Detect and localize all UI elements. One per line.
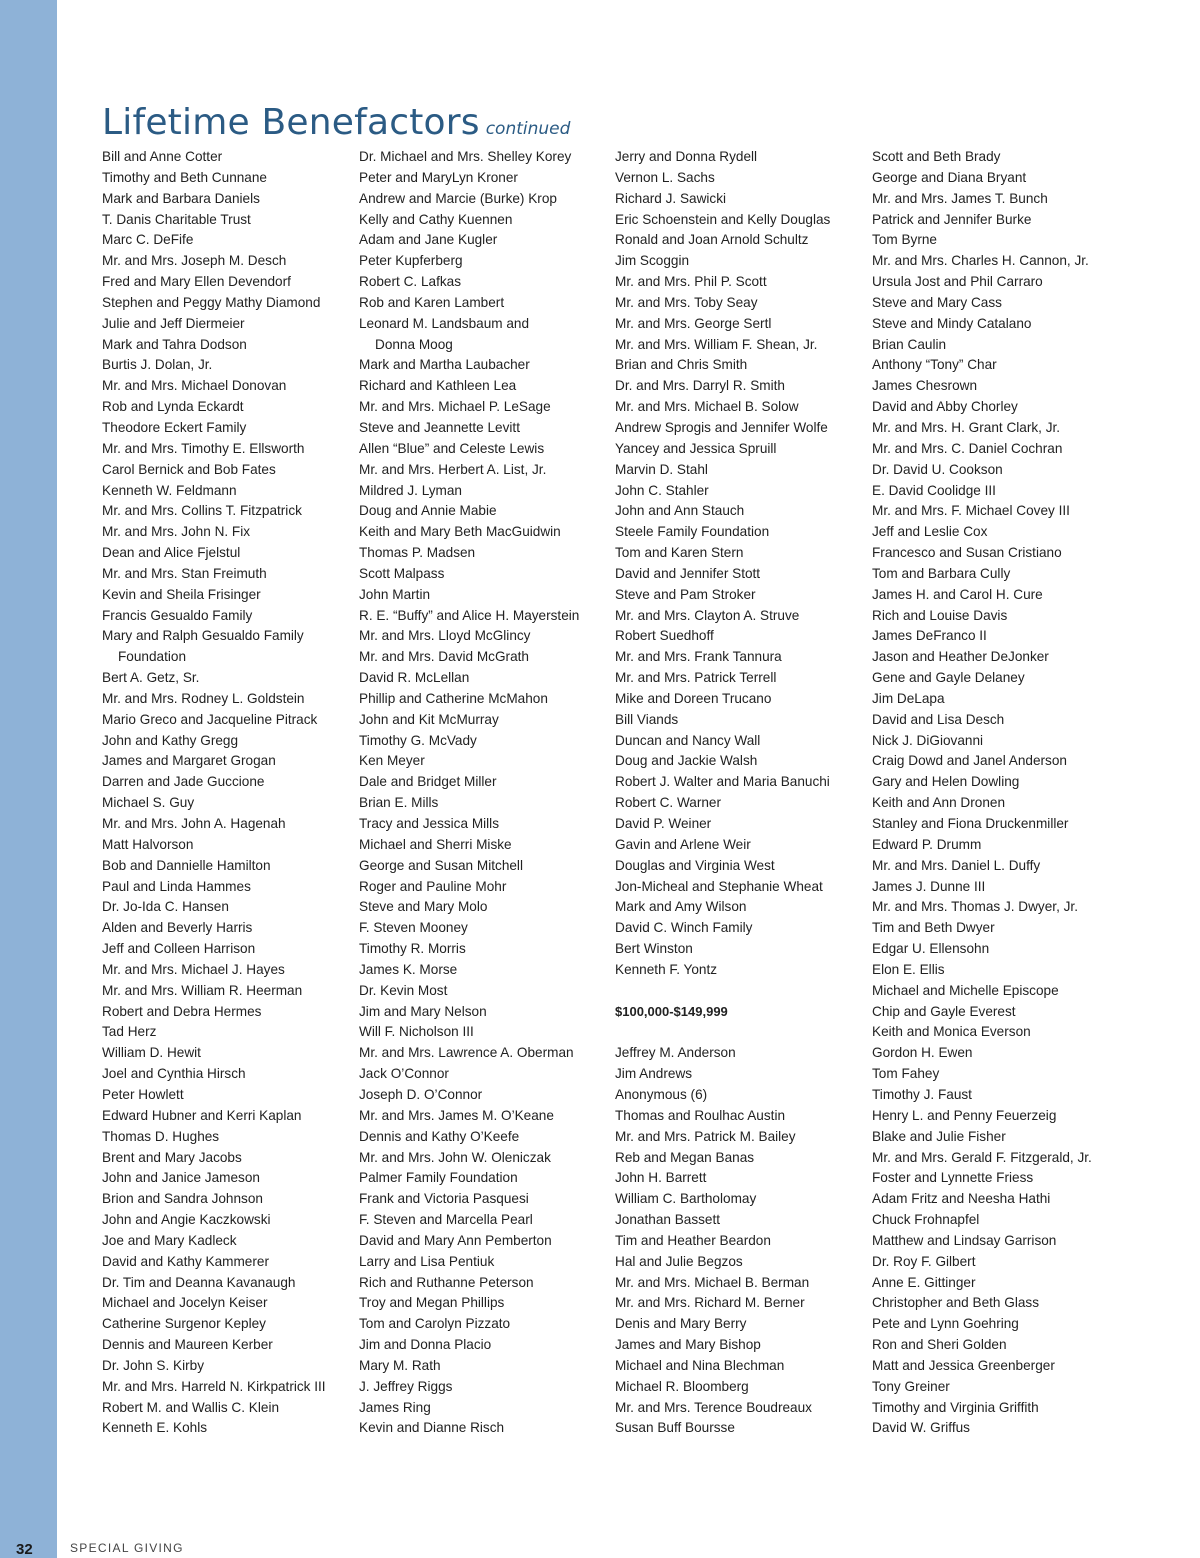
donor-name: James and Mary Bishop [615,1337,761,1353]
donor-name: Keith and Monica Everson [872,1024,1031,1040]
donor-name: John and Angie Kaczkowski [102,1212,271,1228]
donor-name: Timothy J. Faust [872,1086,972,1102]
donor-name: Allen “Blue” and Celeste Lewis [359,440,545,456]
donor-name: Anne E. Gittinger [872,1274,976,1290]
donor-name: Mr. and Mrs. David McGrath [359,649,529,665]
donor-name: Susan Buff Boursse [615,1420,735,1436]
donor-name: Hal and Julie Begzos [615,1253,743,1269]
donor-name: Denis and Mary Berry [615,1316,747,1332]
donor-name: Craig Dowd and Janel Anderson [872,753,1067,769]
donor-name: Joel and Cynthia Hirsch [102,1066,246,1082]
donor-name: Steele Family Foundation [615,524,770,540]
donor-name: Mr. and Mrs. Clayton A. Struve [615,607,800,623]
donor-name: Ron and Sheri Golden [872,1337,1007,1353]
donor-name: James DeFranco II [872,628,987,644]
donor-name: Chuck Frohnapfel [872,1212,980,1228]
donor-name: Peter Kupferberg [359,253,463,269]
donor-name: David W. Griffus [872,1420,970,1436]
donor-name: Dr. and Mrs. Darryl R. Smith [615,378,785,394]
donor-name: E. David Coolidge III [872,482,996,498]
donor-name: Mr. and Mrs. John A. Hagenah [102,816,286,831]
donor-name: Edward P. Drumm [872,836,982,852]
donor-name: Mildred J. Lyman [359,482,462,498]
donor-name: Tim and Beth Dwyer [872,920,995,936]
donor-name: Dr. Tim and Deanna Kavanaugh [102,1274,296,1290]
donor-name: Thomas P. Madsen [359,545,476,561]
donor-name: Bob and Dannielle Hamilton [102,857,271,873]
donor-name: Robert C. Lafkas [359,274,461,290]
donor-name: Dr. David U. Cookson [872,461,1003,477]
donor-name: Mr. and Mrs. Phil P. Scott [615,274,767,290]
donor-name: Mr. and Mrs. James M. O’Keane [359,1107,554,1123]
donor-name: Mark and Martha Laubacher [359,357,530,373]
page-title [102,102,570,143]
donor-name: Robert and Debra Hermes [102,1003,262,1019]
donor-name: Steve and Jeannette Levitt [359,419,520,435]
donor-name: Stephen and Peggy Mathy Diamond [102,294,321,310]
spacer [615,981,865,1002]
donor-name: Jim and Mary Nelson [359,1003,487,1019]
donor-name: Larry and Lisa Pentiuk [359,1253,495,1269]
donor-name: Duncan and Nancy Wall [615,732,761,748]
donor-name: Scott and Beth Brady [872,149,1001,164]
donor-name: Kevin and Dianne Risch [359,1420,505,1436]
donor-name: Robert J. Walter and Maria Banuchi [615,774,830,790]
donor-name: Mr. and Mrs. Michael B. Solow [615,399,799,415]
donor-name: Tad Herz [102,1024,157,1040]
donor-name: Mr. and Mrs. Terence Boudreaux [615,1399,812,1415]
donor-name: David C. Winch Family [615,920,753,936]
donor-name: Mr. and Mrs. Patrick Terrell [615,670,777,686]
donor-name: Mr. and Mrs. Timothy E. Ellsworth [102,440,305,456]
donor-name: Mark and Amy Wilson [615,899,747,915]
donor-name: Steve and Pam Stroker [615,586,756,602]
donor-name: Bill and Anne Cotter [102,149,223,164]
donor-name: Kenneth E. Kohls [102,1420,208,1436]
donor-name: Dennis and Kathy O’Keefe [359,1128,520,1144]
donor-name: Jeff and Colleen Harrison [102,941,256,957]
donor-name: Tom and Karen Stern [615,545,744,561]
donor-name: Mark and Barbara Daniels [102,190,260,206]
donor-name: Michael R. Bloomberg [615,1378,749,1394]
donor-name: Foundation [118,649,187,665]
donor-name: Brian E. Mills [359,795,439,811]
donor-name: Robert M. and Wallis C. Klein [102,1399,280,1415]
donor-name: Fred and Mary Ellen Devendorf [102,274,291,290]
donor-name: Thomas D. Hughes [102,1128,220,1144]
donor-name: Francis Gesualdo Family [102,607,253,623]
donor-name: Matthew and Lindsay Garrison [872,1232,1057,1248]
donor-name: Yancey and Jessica Spruill [615,440,777,456]
donor-name: John Martin [359,586,431,602]
donor-name: Bill Viands [615,711,679,727]
donor-name: Michael S. Guy [102,795,195,811]
donor-name: Dr. Michael and Mrs. Shelley Korey [359,149,572,164]
donor-name: Steve and Mary Cass [872,294,1002,310]
footer-section-label: SPECIAL GIVING [70,1541,184,1555]
donor-name: Catherine Surgenor Kepley [102,1316,266,1332]
donor-name: Stanley and Fiona Druckenmiller [872,816,1069,831]
donor-name: John and Janice Jameson [102,1170,260,1186]
donor-name: Keith and Mary Beth MacGuidwin [359,524,561,540]
donor-name: Mr. and Mrs. Michael P. LeSage [359,399,551,415]
donor-name: Eric Schoenstein and Kelly Douglas [615,211,831,227]
donor-name: Mr. and Mrs. George Sertl [615,315,772,331]
donor-name: Nick J. DiGiovanni [872,732,984,748]
donor-name: Henry L. and Penny Feuerzeig [872,1107,1057,1123]
donor-name: Mr. and Mrs. Lawrence A. Oberman [359,1045,574,1061]
donor-name: Peter Howlett [102,1086,184,1102]
donor-name: Mary M. Rath [359,1357,441,1373]
donor-name: John H. Barrett [615,1170,707,1186]
donor-name: Gene and Gayle Delaney [872,670,1025,686]
donor-name: Richard J. Sawicki [615,190,727,206]
donor-name: Mr. and Mrs. William F. Shean, Jr. [615,336,818,352]
donor-name: Mr. and Mrs. Thomas J. Dwyer, Jr. [872,899,1078,915]
donor-name: Andrew and Marcie (Burke) Krop [359,190,557,206]
donor-name: Mr. and Mrs. Joseph M. Desch [102,253,287,269]
donor-name: Ursula Jost and Phil Carraro [872,274,1043,290]
donor-name: Mr. and Mrs. Rodney L. Goldstein [102,690,305,706]
donor-name: James K. Morse [359,961,458,977]
donor-name: Kelly and Cathy Kuennen [359,211,513,227]
donor-name: Francesco and Susan Cristiano [872,545,1062,561]
donor-name: Michael and Michelle Episcope [872,982,1059,998]
donor-name: John C. Stahler [615,482,709,498]
donor-name: Dennis and Maureen Kerber [102,1337,273,1353]
donor-name: Brian Caulin [872,336,947,352]
donor-name: Julie and Jeff Diermeier [102,315,245,331]
donor-name: Mr. and Mrs. Michael Donovan [102,378,287,394]
donor-name: Kevin and Sheila Frisinger [102,586,261,602]
donor-name: Bert A. Getz, Sr. [102,670,200,686]
donor-name: Darren and Jade Guccione [102,774,265,790]
donor-name: Frank and Victoria Pasquesi [359,1191,529,1207]
donor-name: Steve and Mary Molo [359,899,488,915]
donor-name: Matt and Jessica Greenberger [872,1357,1055,1373]
donor-name: George and Susan Mitchell [359,857,523,873]
donor-name: Dean and Alice Fjelstul [102,545,241,561]
donor-name: Anonymous (6) [615,1086,708,1102]
donor-name: Mr. and Mrs. Harreld N. Kirkpatrick III [102,1378,326,1394]
donor-name: Timothy G. McVady [359,732,477,748]
donor-name: Jerry and Donna Rydell [615,149,758,164]
donor-name: Leonard M. Landsbaum and [359,315,530,331]
donor-name: Michael and Jocelyn Keiser [102,1295,268,1311]
donor-name: Mr. and Mrs. Herbert A. List, Jr. [359,461,547,477]
donor-name: Bert Winston [615,941,693,957]
donor-name: Kenneth W. Feldmann [102,482,237,498]
donor-name: Peter and MaryLyn Kroner [359,169,518,185]
donor-name: Mr. and Mrs. William R. Heerman [102,982,303,998]
donor-name: Rob and Karen Lambert [359,294,505,310]
donor-name: Mike and Doreen Trucano [615,690,772,706]
donor-name: David and Kathy Kammerer [102,1253,269,1269]
spacer [615,1022,865,1043]
donor-name: Marvin D. Stahl [615,461,708,477]
giving-level-heading: $100,000-$149,999 [615,1003,728,1019]
donor-name: Kenneth F. Yontz [615,961,718,977]
donor-name: Roger and Pauline Mohr [359,878,507,894]
donor-name: William C. Bartholomay [615,1191,757,1207]
donor-name: Phillip and Catherine McMahon [359,690,548,706]
donor-name: Mr. and Mrs. Daniel L. Duffy [872,857,1041,873]
donor-name: Timothy and Beth Cunnane [102,169,267,185]
donor-name: Jim Andrews [615,1066,693,1082]
donor-name: Tom and Carolyn Pizzato [359,1316,511,1332]
donor-name: Paul and Linda Hammes [102,878,251,894]
donor-name: Will F. Nicholson III [359,1024,474,1040]
side-color-band [0,0,57,1558]
donor-name: Mr. and Mrs. Charles H. Cannon, Jr. [872,253,1089,269]
donor-name: Andrew Sprogis and Jennifer Wolfe [615,419,828,435]
donor-name: James J. Dunne III [872,878,986,894]
donor-name: Mr. and Mrs. Michael B. Berman [615,1274,810,1290]
donor-name: Brion and Sandra Johnson [102,1191,263,1207]
donor-name: Edgar U. Ellensohn [872,941,990,957]
donor-name: Timothy and Virginia Griffith [872,1399,1039,1415]
donor-column-3 [615,147,865,1439]
donor-name: Dr. Kevin Most [359,982,448,998]
donor-name: J. Jeffrey Riggs [359,1378,453,1394]
donor-name: Blake and Julie Fisher [872,1128,1006,1144]
donor-name: Mr. and Mrs. Collins T. Fitzpatrick [102,503,302,519]
donor-name: Vernon L. Sachs [615,169,715,185]
donor-name: Steve and Mindy Catalano [872,315,1032,331]
donor-name: Mr. and Mrs. C. Daniel Cochran [872,440,1063,456]
donor-name: James H. and Carol H. Cure [872,586,1043,602]
donor-name: Jon-Micheal and Stephanie Wheat [615,878,823,894]
donor-name: Mr. and Mrs. Patrick M. Bailey [615,1128,796,1144]
donor-name: Adam Fritz and Neesha Hathi [872,1191,1051,1207]
donor-name: Tom Fahey [872,1066,940,1082]
donor-name: Jack O’Connor [359,1066,449,1082]
donor-name: David P. Weiner [615,816,712,831]
donor-column-4 [872,147,1122,1439]
donor-name: Joseph D. O’Connor [359,1086,483,1102]
donor-name: F. Steven and Marcella Pearl [359,1212,533,1228]
donor-name: Mr. and Mrs. H. Grant Clark, Jr. [872,419,1061,435]
donor-name: Tracy and Jessica Mills [359,816,499,831]
donor-name: Mr. and Mrs. Michael J. Hayes [102,961,285,977]
donor-name: Matt Halvorson [102,836,194,852]
donor-name: Rich and Louise Davis [872,607,1008,623]
donor-name: Scott Malpass [359,565,445,581]
donor-name: Gordon H. Ewen [872,1045,973,1061]
donor-name: Joe and Mary Kadleck [102,1232,237,1248]
donor-name: Michael and Sherri Miske [359,836,512,852]
donor-name: Brian and Chris Smith [615,357,748,373]
donor-name: Tim and Heather Beardon [615,1232,771,1248]
donor-name: Adam and Jane Kugler [359,232,498,248]
donor-name: Carol Bernick and Bob Fates [102,461,276,477]
donor-name: Mr. and Mrs. John N. Fix [102,524,251,540]
donor-column-2 [359,147,609,1439]
donor-name: Troy and Megan Phillips [359,1295,505,1311]
donor-name: Brent and Mary Jacobs [102,1149,242,1165]
donor-name: Timothy R. Morris [359,941,466,957]
donor-name: Donna Moog [375,336,453,352]
donor-name: Theodore Eckert Family [102,419,247,435]
donor-name: Dr. Roy F. Gilbert [872,1253,976,1269]
donor-name: John and Kathy Gregg [102,732,239,748]
donor-name: Rob and Lynda Eckardt [102,399,244,415]
donor-name: Jeffrey M. Anderson [615,1045,736,1061]
donor-name: James and Margaret Grogan [102,753,276,769]
donor-name: Alden and Beverly Harris [102,920,253,936]
donor-name: T. Danis Charitable Trust [102,211,251,227]
donor-name: Patrick and Jennifer Burke [872,211,1032,227]
donor-name: Marc C. DeFife [102,232,194,248]
donor-name: Rich and Ruthanne Peterson [359,1274,534,1290]
donor-name: Keith and Ann Dronen [872,795,1006,811]
donor-name: Mr. and Mrs. F. Michael Covey III [872,503,1070,519]
donor-name: Tom and Barbara Cully [872,565,1011,581]
donor-name: Reb and Megan Banas [615,1149,755,1165]
donor-name: Gavin and Arlene Weir [615,836,751,852]
donor-name: Anthony “Tony” Char [872,357,997,373]
donor-name: Edward Hubner and Kerri Kaplan [102,1107,302,1123]
page-number: 32 [16,1541,33,1558]
donor-name: Robert C. Warner [615,795,722,811]
title-text: Lifetime Benefactors [102,102,480,144]
donor-name: David R. McLellan [359,670,470,686]
donor-name: R. E. “Buffy” and Alice H. Mayerstein [359,607,580,623]
donor-name: Michael and Nina Blechman [615,1357,785,1373]
donor-name: Elon E. Ellis [872,961,945,977]
donor-name: Thomas and Roulhac Austin [615,1107,786,1123]
donor-name: Robert Suedhoff [615,628,714,644]
donor-name: Jim DeLapa [872,690,945,706]
donor-name: Douglas and Virginia West [615,857,775,873]
donor-name: David and Abby Chorley [872,399,1018,415]
donor-name: David and Mary Ann Pemberton [359,1232,552,1248]
donor-name: Mario Greco and Jacqueline Pitrack [102,711,318,727]
donor-name: Jonathan Bassett [615,1212,721,1228]
donor-name: Chip and Gayle Everest [872,1003,1016,1019]
donor-name: James Chesrown [872,378,978,394]
donor-name: Doug and Jackie Walsh [615,753,758,769]
donor-name: Foster and Lynnette Friess [872,1170,1034,1186]
donor-name: Tony Greiner [872,1378,950,1394]
donor-name: Mr. and Mrs. Richard M. Berner [615,1295,805,1311]
donor-name: Jim Scoggin [615,253,690,269]
donor-name: Mr. and Mrs. Stan Freimuth [102,565,267,581]
donor-name: Mr. and Mrs. Toby Seay [615,294,758,310]
donor-name: Pete and Lynn Goehring [872,1316,1019,1332]
donor-name: Mark and Tahra Dodson [102,336,247,352]
donor-name: Mr. and Mrs. Frank Tannura [615,649,782,665]
donor-name: Jeff and Leslie Cox [872,524,988,540]
donor-name: Jim and Donna Placio [359,1337,492,1353]
donor-name: John and Kit McMurray [359,711,499,727]
donor-name: James Ring [359,1399,431,1415]
donor-name: Mary and Ralph Gesualdo Family [102,628,304,644]
donor-name: Richard and Kathleen Lea [359,378,517,394]
donor-name: John and Ann Stauch [615,503,745,519]
donor-name: Mr. and Mrs. Lloyd McGlincy [359,628,531,644]
donor-name: Mr. and Mrs. James T. Bunch [872,190,1048,206]
donor-name: Dale and Bridget Miller [359,774,497,790]
donor-name: Dr. John S. Kirby [102,1357,204,1373]
donor-name: Ken Meyer [359,753,425,769]
donor-name: William D. Hewit [102,1045,201,1061]
donor-name: Jason and Heather DeJonker [872,649,1049,665]
donor-name: Mr. and Mrs. Gerald F. Fitzgerald, Jr. [872,1149,1092,1165]
donor-name: David and Jennifer Stott [615,565,761,581]
donor-name: Dr. Jo-Ida C. Hansen [102,899,229,915]
donor-name: Tom Byrne [872,232,937,248]
donor-name: Gary and Helen Dowling [872,774,1020,790]
donor-name: Christopher and Beth Glass [872,1295,1039,1311]
donor-name: Mr. and Mrs. John W. Oleniczak [359,1149,551,1165]
donor-name: Palmer Family Foundation [359,1170,518,1186]
donor-name: Burtis J. Dolan, Jr. [102,357,213,373]
donor-name: David and Lisa Desch [872,711,1005,727]
title-continued: continued [485,119,571,140]
donor-name: Doug and Annie Mabie [359,503,497,519]
donor-name: Ronald and Joan Arnold Schultz [615,232,809,248]
donor-column-1 [102,147,352,1439]
donor-name: George and Diana Bryant [872,169,1027,185]
donor-name: F. Steven Mooney [359,920,468,936]
